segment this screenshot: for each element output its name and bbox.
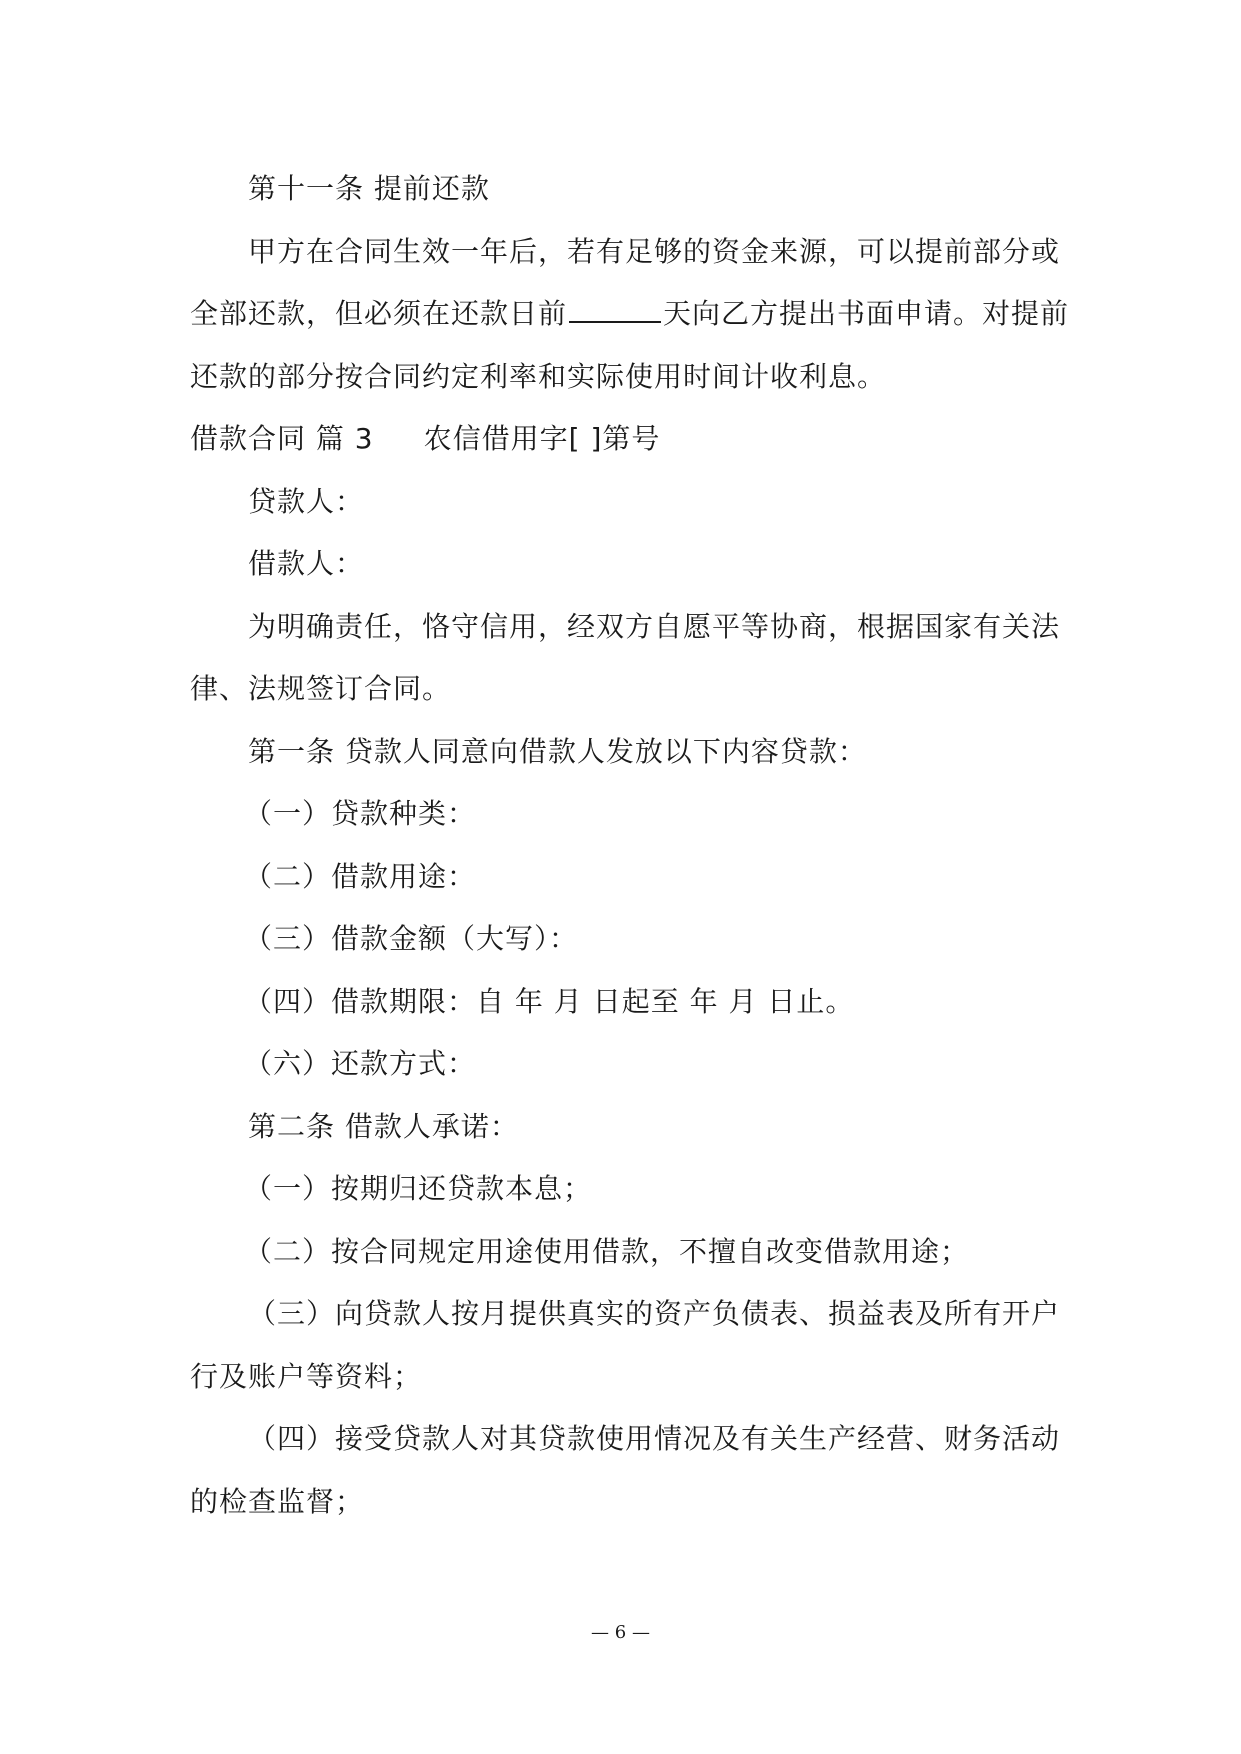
list-item: （四）借款期限：自 年 月 日起至 年 月 日止。 xyxy=(244,984,855,1018)
contract-number: 农信借用字[ ]第号 xyxy=(423,422,661,455)
list-item: （四）接受贷款人对其贷款使用情况及有关生产经营、财务活动 xyxy=(248,1422,1061,1455)
list-item-continuation: 行及账户等资料； xyxy=(190,1359,423,1393)
paragraph-line: 为明确责任，恪守信用，经双方自愿平等协商，根据国家有关法 xyxy=(248,609,1061,643)
article-11-heading: 第十一条 提前还款 xyxy=(248,172,490,205)
paragraph-line-with-blank xyxy=(190,283,1070,346)
paragraph-line: 甲方在合同生效一年后，若有足够的资金来源，可以提前部分或 xyxy=(248,234,1061,268)
article-2-heading: 第二条 借款人承诺： xyxy=(248,1109,519,1143)
text-before-blank: 全部还款，但必须在还款日前 xyxy=(190,297,568,330)
list-item: （二）借款用途： xyxy=(244,859,477,893)
document-body xyxy=(190,158,1070,1533)
list-item: （三）借款金额（大写）： xyxy=(244,922,579,955)
list-item: （二）按合同规定用途使用借款，不擅自改变借款用途； xyxy=(244,1234,970,1268)
lender-line: 贷款人： xyxy=(248,484,365,518)
list-item: （一）贷款种类： xyxy=(244,797,477,830)
list-item: （六）还款方式： xyxy=(244,1047,477,1080)
fill-in-blank xyxy=(569,295,661,323)
borrower-line: 借款人： xyxy=(248,547,365,580)
article-1-heading: 第一条 贷款人同意向借款人发放以下内容贷款： xyxy=(248,734,867,768)
contract-title xyxy=(190,408,1062,471)
list-item-continuation: 的检查监督； xyxy=(190,1484,365,1518)
list-item: （一）按期归还贷款本息； xyxy=(244,1172,593,1205)
page-number: — 6 — xyxy=(591,1622,650,1643)
paragraph-line: 还款的部分按合同约定利率和实际使用时间计收利息。 xyxy=(190,359,887,393)
paragraph-line: 律、法规签订合同。 xyxy=(190,672,452,705)
list-item: （三）向贷款人按月提供真实的资产负债表、损益表及所有开户 xyxy=(248,1297,1061,1330)
contract-title-left: 借款合同 篇 3 xyxy=(190,422,374,455)
text-after-blank: 天向乙方提出书面申请。对提前 xyxy=(663,297,1070,330)
